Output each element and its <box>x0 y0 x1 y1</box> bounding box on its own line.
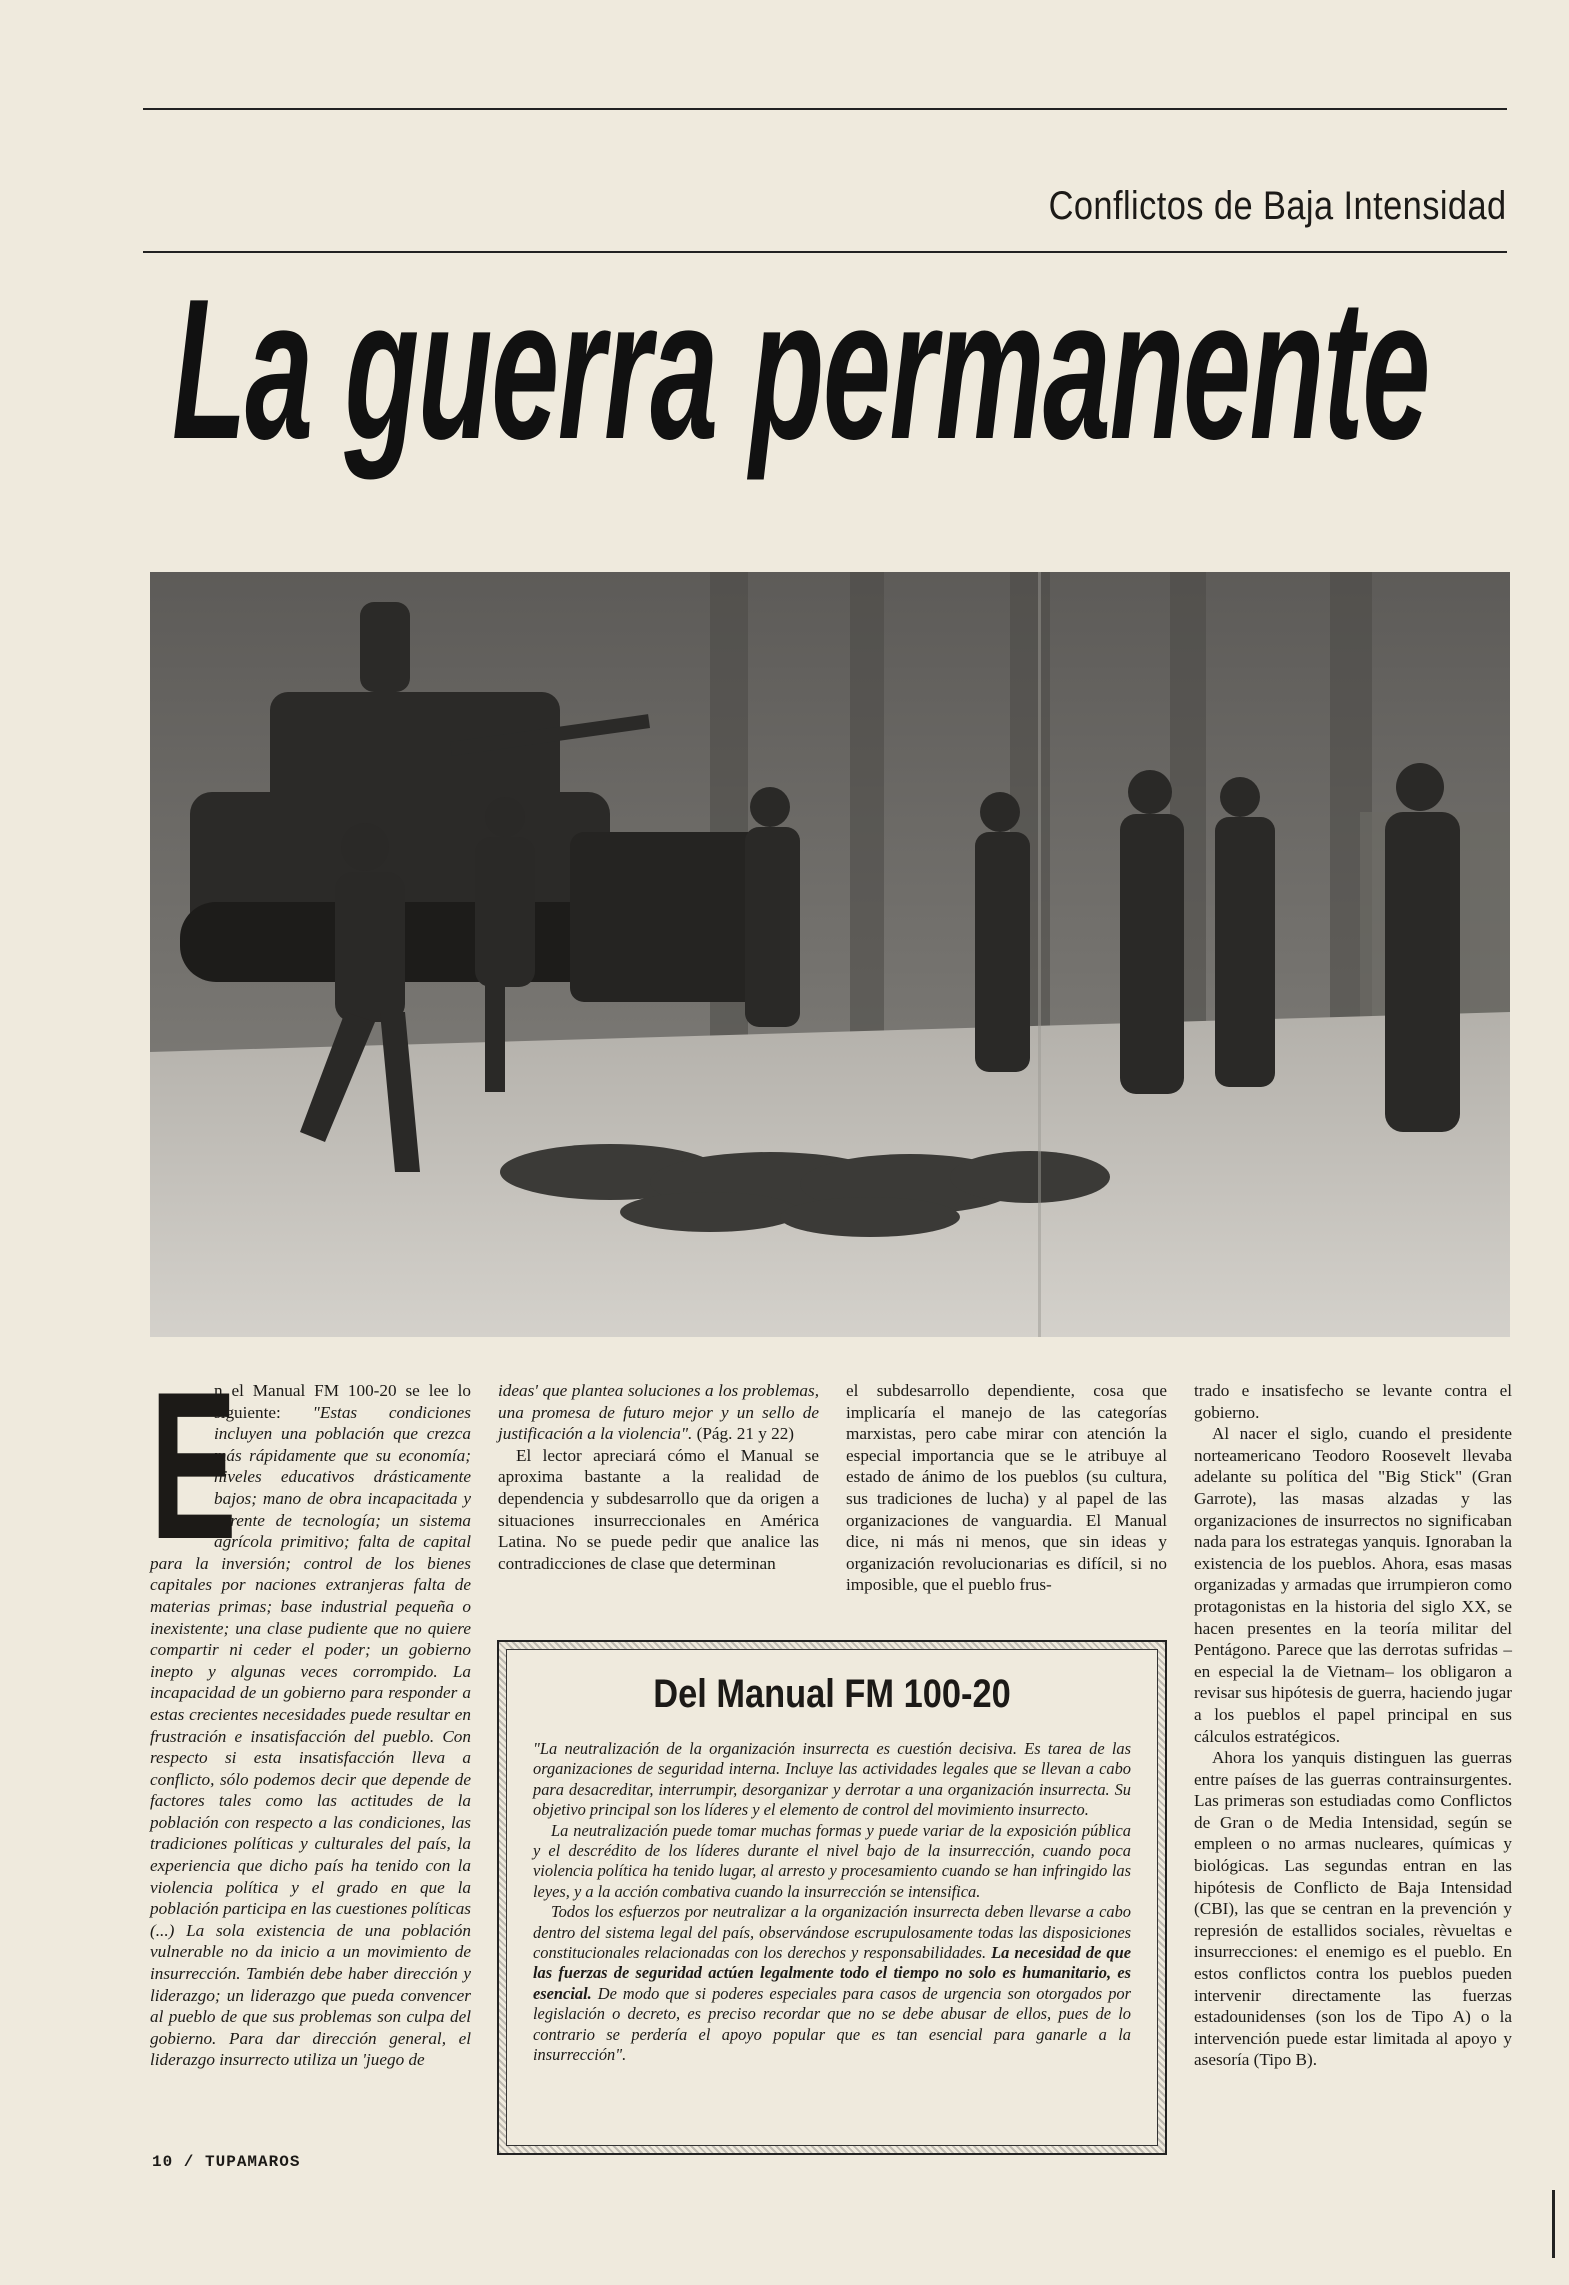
article-col1-quote: "Estas condiciones incluyen una población que crezca más rápidamente que su economía; niveles educativos drásticamente bajos; mano de obra incapacitada y carente de tecnología; un sistema agrícola primitivo; falta de capital para la inversión; control de los bienes capitales por naciones extranjeras falta de materias primas; base industrial pequeña o inexistente; una clase pudiente que no quiere compartir ni ceder el poder; un gobierno inepto y algunas veces corrompido. La incapacidad de un gobierno para responder a estas crecientes necesidades puede resultar en frustración e insatisfacción del pueblo. Con respecto si esta insatisfacción lleva a conflicto, sólo podemos decir que depende de factores tales como las actitudes de la población con respecto a las condiciones, las tradiciones políticas y culturales del país, la experiencia que dicho país ha tenido con la violencia política y el grado en que la población participa en las cuestiones políticas (...) La sola existencia de una población vulnerable no da inicio a un movimiento de insurrección. También debe haber dirección y liderazgo; un liderazgo que pueda convencer al pueblo de que sus problemas son culpa del gobierno. Para dar dirección general, el liderazgo insurrecto utiliza un 'juego de <box>150 1402 471 2070</box>
article-column-3 <box>846 1380 1167 1596</box>
box-paragraph-3-a: Todos los esfuerzos por neutralizar a la organización insurrecta deben llevarse a cabo dentro del sistema legal del país, observándose escrupulosamente todas las disposiciones constitucionales relacionadas con los derechos y responsabilidades. <box>533 1902 1131 1963</box>
box-title: Del Manual FM 100-20 <box>653 1672 1011 1716</box>
street-soldiers-tank-photo <box>150 572 1510 1337</box>
drop-cap: E <box>150 1348 237 1583</box>
box-paragraph-3 <box>533 1902 1131 2065</box>
page-footer: 10 / TUPAMAROS <box>152 2153 301 2171</box>
photo-illustration-icon <box>150 572 1510 1337</box>
article-column-1 <box>150 1348 471 2071</box>
headline: La guerra permanente <box>172 258 1430 481</box>
box-paragraph-3-b: De modo que si poderes especiales para casos de urgencia son otorgados por legislación o decreto, es preciso recordar que no se debe abusar de ellos, pues de lo contrario se perdería el apoyo popular que es tan esencial para ganarle a la insurrección". <box>533 1983 1131 2065</box>
article-column-2 <box>498 1380 819 1574</box>
article-col4-paragraph-2: Al nacer el siglo, cuando el presidente norteamericano Teodoro Roosevelt llevaba adelante su política del "Big Stick" (Gran Garrote), las masas alzadas y las organizaciones de insurrectos no significaban nada para los estrategas yanquis. Ignoraban la existencia de los pueblos. Ahora, esas masas organizadas y armadas que irrumpieron como protagonistas en la historia del siglo XX, se hacen presentes en la teoría militar del Pentágono. Parece que las derrotas sufridas –en especial la de Vietnam– los obligaron a revisar sus hipótesis de guerra, haciendo jugar a los pueblos el papel principal en sus cálculos estratégicos. <box>1194 1424 1512 1746</box>
article-col2-citation: (Pág. 21 y 22) <box>692 1424 795 1444</box>
section-label: Conflictos de Baja Intensidad <box>1048 184 1507 228</box>
article-col2-quote-end: ideas' que plantea soluciones a los problemas, una promesa de futuro mejor y un sello de justificación a la violencia". <box>498 1381 819 1444</box>
article-col3-paragraph: el subdesarrollo dependiente, cosa que implicaría el manejo de las categorías marxistas, pero cabe mirar con atención la especial importancia que se le atribuye al estado de ánimo de los pueblos (su cultura, sus tradiciones de lucha) y al papel de las organizaciones de vanguardia. El Manual dice, ni más ni menos, que sin ideas y organización revolucionarias es difícil, si no imposible, que el pueblo frus- <box>846 1381 1167 1595</box>
article-column-4 <box>1194 1380 1512 2071</box>
box-paragraph-1: "La neutralización de la organización insurrecta es cuestión decisiva. Es tarea de las organizaciones de seguridad interna. Incluye las actividades legales que se llevan a cabo para desacreditar, interrumpir, desorganizar y derrotar a una organización insurrecta. Su objetivo principal son los líderes y el elemento de control del movimiento insurrecto. <box>533 1739 1131 1820</box>
article-col2-paragraph: El lector apreciará cómo el Manual se aproxima bastante a la realidad de dependencia y subdesarrollo que da origen a situaciones insurreccionales en América Latina. No se puede pedir que analice las contradicciones de clase que determinan <box>498 1445 819 1573</box>
box-paragraph-3-bold: La necesidad de que las fuerzas de seguridad actúen legalmente todo el tiempo no solo es humanitario, es esencial. <box>533 1943 1132 2003</box>
box-body <box>533 1739 1131 2066</box>
article-col4-paragraph-1: trado e insatisfecho se levante contra el gobierno. <box>1194 1381 1512 1422</box>
article-col1-intro: n el Manual FM 100-20 se lee lo siguiente: <box>214 1381 471 1422</box>
margin-mark <box>1552 2190 1555 2258</box>
manual-quote-box-inner <box>506 1649 1158 2146</box>
top-rule <box>143 108 1507 110</box>
section-rule <box>143 251 1507 253</box>
box-paragraph-2: La neutralización puede tomar muchas formas y puede variar de la exposición pública y el descrédito de los líderes durante el nivel bajo de la insurrección, cuando poca violencia política ha tenido lugar, al arresto y procesamiento cuando se han infringido las leyes, y a la acción combativa cuando la insurrección se intensifica. <box>533 1820 1131 1901</box>
article-col4-paragraph-3: Ahora los yanquis distinguen las guerras entre países de las guerras contrainsurgentes. Las primeras son estudiadas como Conflictos de Gran o de Media Intensidad, según se empleen o no armas nucleares, químicas y biológicas. Las segundas entran en las hipótesis de Conflicto de Baja Intensidad (CBI), las que se centran en la prevención y represión de estallidos sociales, rèvueltas e insurrecciones: el enemigo es el pueblo. En estos conflictos contra los pueblos pueden intervenir directamente las fuerzas estadounidenses (son los de Tipo A) o la intervención puede estar limitada al apoyo y asesoría (Tipo B). <box>1194 1748 1512 2070</box>
manual-quote-box <box>497 1640 1167 2155</box>
